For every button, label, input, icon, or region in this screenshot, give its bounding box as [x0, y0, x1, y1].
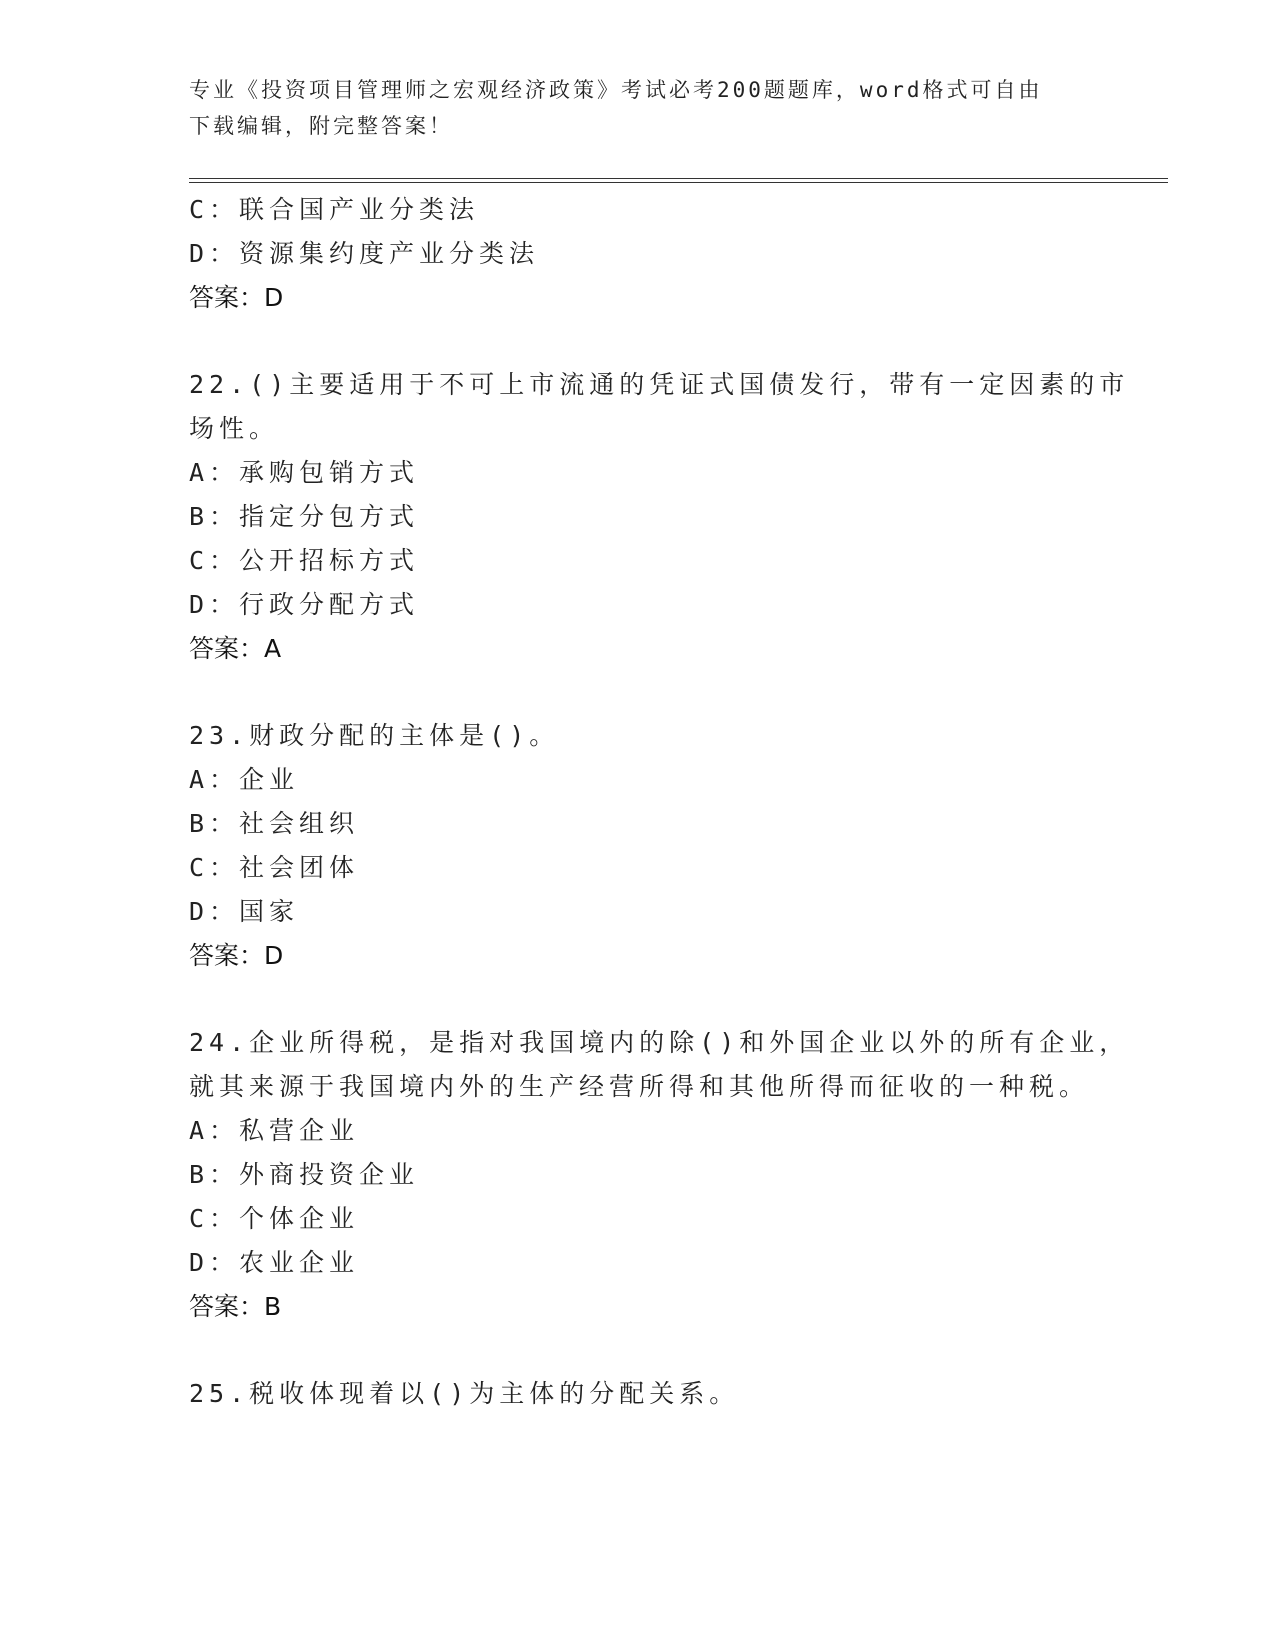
header-line-1: 专业《投资项目管理师之宏观经济政策》考试必考200题题库，word格式可自由	[189, 78, 1043, 102]
header-divider-top	[189, 178, 1168, 179]
q24-option-c: C：个体企业	[189, 1204, 360, 1233]
q22-option-b: B：指定分包方式	[189, 502, 420, 531]
q22-stem-line-2: 场性。	[189, 414, 280, 443]
q23-option-b: B：社会组织	[189, 809, 360, 838]
header-line-2: 下载编辑，附完整答案！	[189, 114, 453, 138]
q23-answer: 答案：D	[189, 941, 284, 970]
q21-option-c: C：联合国产业分类法	[189, 195, 480, 224]
q22-answer: 答案：A	[189, 634, 282, 663]
q24-stem-line-1: 24.企业所得税，是指对我国境内的除()和外国企业以外的所有企业，	[189, 1028, 1130, 1057]
q21-option-d: D：资源集约度产业分类法	[189, 239, 540, 268]
q22-option-c: C：公开招标方式	[189, 546, 420, 575]
q21-answer: 答案：D	[189, 283, 284, 312]
q24-option-a: A：私营企业	[189, 1116, 360, 1145]
q24-stem-line-2: 就其来源于我国境内外的生产经营所得和其他所得而征收的一种税。	[189, 1072, 1090, 1101]
q24-option-b: B：外商投资企业	[189, 1160, 420, 1189]
q22-option-a: A：承购包销方式	[189, 458, 420, 487]
document-header	[189, 72, 1089, 144]
header-divider-bottom	[189, 182, 1168, 183]
q23-option-c: C：社会团体	[189, 853, 360, 882]
q24-answer: 答案：B	[189, 1292, 282, 1321]
q22-stem-line-1: 22.()主要适用于不可上市流通的凭证式国债发行，带有一定因素的市	[189, 370, 1130, 399]
q23-option-d: D：国家	[189, 897, 300, 926]
q25-stem-line-1: 25.税收体现着以()为主体的分配关系。	[189, 1379, 740, 1408]
q22-option-d: D：行政分配方式	[189, 590, 420, 619]
q23-option-a: A：企业	[189, 765, 300, 794]
q23-stem-line-1: 23.财政分配的主体是()。	[189, 721, 560, 750]
q24-option-d: D：农业企业	[189, 1248, 360, 1277]
